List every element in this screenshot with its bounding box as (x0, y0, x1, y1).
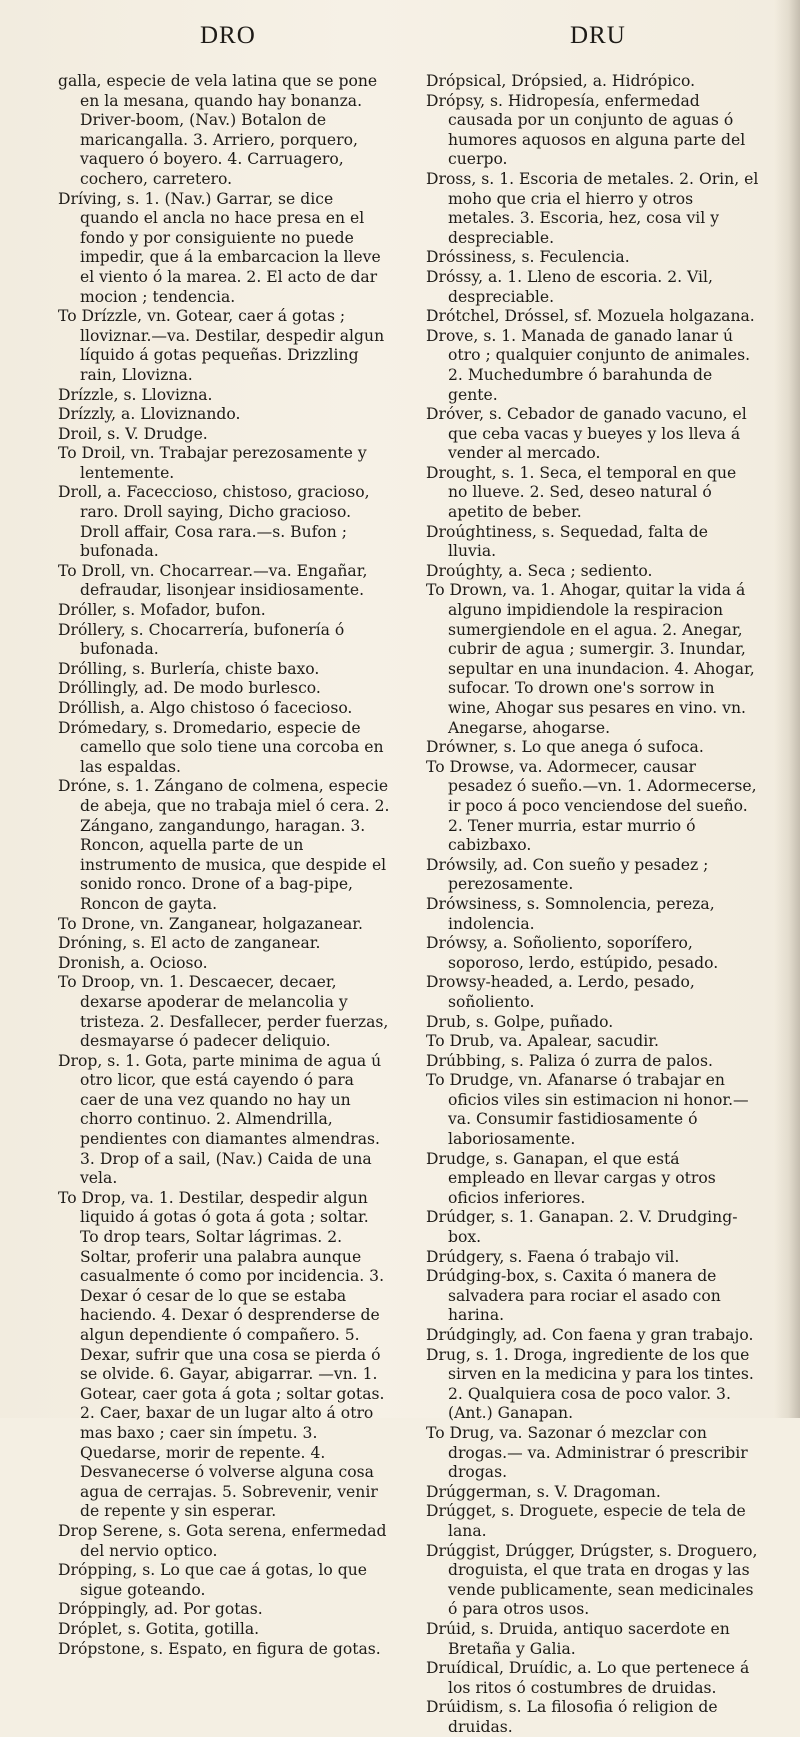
entry-headword: Drómedary, (58, 718, 150, 737)
dictionary-entry (426, 307, 760, 327)
entry-definition: a. 1. Lleno de escoria. 2. Vil, despreciable. (448, 267, 713, 306)
entry-definition: ad. Con sueño y pesadez ; perezosamente. (448, 855, 709, 894)
entry-definition: s. Gotita, gotilla. (127, 1619, 260, 1638)
entry-headword: Dróller, (58, 601, 118, 620)
entry-headword: To Drub, (426, 1032, 495, 1051)
dictionary-entry (58, 915, 392, 935)
entry-definition: sf. Mozuela holgazana. (574, 307, 755, 326)
entry-definition: s. Caxita ó manera de salvadera para rociar el asado con harina. (448, 1267, 721, 1325)
entry-headword: Drówsily, (426, 855, 499, 874)
entry-definition: galla, especie de vela latina que se pone en la mesana, quando hay bonanza. Driver-boom, (Nav.) Botalon de maricangalla. 3. Arriero, porquero, vaquero ó boyero. 4. Carruagero, cochero, carretero. (58, 72, 378, 188)
dictionary-entry (426, 268, 760, 307)
entry-definition: a. Lerdo, pesado, soñoliento. (448, 973, 695, 1011)
dictionary-entry (58, 562, 392, 601)
dictionary-entry (426, 1248, 760, 1268)
dictionary-entry (58, 425, 392, 445)
dictionary-entry (426, 1208, 760, 1247)
entry-headword: Drúdgingly, (426, 1326, 518, 1344)
dictionary-entry (58, 973, 392, 1051)
entry-headword: Drówsy, (426, 934, 489, 953)
entry-definition: va. Adormecer, causar pesadez ó sueño.—vn. 1. Adormecerse, ir poco á poco venciendose del sueño. 2. Tener murria, estar murrio ó cabizbaxo. (448, 757, 757, 855)
entry-headword: Drove, (426, 326, 479, 345)
entry-headword: Drúgget, (426, 1502, 497, 1521)
entry-headword: Droil, (58, 424, 103, 443)
entry-headword: Drop, (58, 1051, 103, 1070)
dictionary-entry (426, 738, 760, 758)
entry-definition: s. Lo que anega ó sufoca. (503, 738, 704, 757)
entry-headword: Drop Serene, (58, 1521, 164, 1540)
entry-definition: va. 1. Ahogar, quitar la vida á alguno impidiendole la respiracion sumergiendole en el agua. 2. Anegar, cubrir de agua ; sumergir. 3. Inundar, sepultar en una inundacion. 4. Ahogar, sufocar. To drown one's sorrow in wine, Ahogar sus pesares en vino. vn. Anegarse, ahogarse. (448, 581, 755, 737)
entry-headword: Droúghty, (426, 561, 504, 580)
entry-headword: Dróllingly, (58, 679, 140, 698)
entry-definition: s. Dromedario, especie de camello que solo tiene una corcoba en las espaldas. (80, 718, 384, 776)
entry-definition: va. Sazonar ó mezclar con drogas.— va. Administrar ó prescribir drogas. (448, 1423, 748, 1482)
dictionary-entry (426, 1346, 760, 1424)
dictionary-entry (426, 895, 760, 934)
dictionary-entry (426, 1071, 760, 1149)
entry-definition: ad. Por gotas. (153, 1600, 263, 1619)
dictionary-entry (426, 464, 760, 523)
entry-definition: ad. Con faena y gran trabajo. (522, 1326, 754, 1344)
entry-definition: vn. 1. Descaecer, decaer, dexarse apoderar de melancolia y tristeza. 2. Desfallecer, perder fuerzas, desmayarse ó padecer deliquio. (80, 973, 389, 1051)
dictionary-entry (426, 405, 760, 464)
entry-definition: s. 1. Droga, ingrediente de los que sirven en la medicina y para los tintes. 2. Qualquiera cosa de poco valor. 3. (Ant.) Ganapan. (448, 1345, 754, 1423)
dictionary-entry (58, 1600, 392, 1620)
entry-definition: s. Droguete, especie de tela de lana. (448, 1502, 746, 1540)
dictionary-entry (426, 92, 760, 170)
entry-definition: ad. De modo burlesco. (143, 679, 321, 698)
dictionary-entry (58, 699, 392, 719)
dictionary-entry (426, 1502, 760, 1541)
entry-definition: s. 1. (Nav.) Garrar, se dice quando el ancla no hace presa en el fondo y por consiguiente no puede impedir, que á la embarcacion la lleve el viento ó la marea. 2. El acto de dar mocion ; tendencia. (80, 189, 381, 306)
entry-headword: Drópsical, Drópsied, (426, 72, 588, 90)
entry-definition: s. Droguero, droguista, el que trata en drogas y las vende publicamente, sean medicinales ó para otros usos. (448, 1541, 758, 1619)
dictionary-entry (426, 72, 760, 92)
header-right-guide-word: DRU (570, 22, 626, 49)
entry-headword: To Drudge, (426, 1071, 514, 1090)
dictionary-entry (58, 72, 392, 190)
dictionary-entry (58, 1640, 392, 1660)
entry-headword: Dróssiness, (426, 248, 517, 267)
entry-headword: Druídical, Druídic, (426, 1659, 573, 1678)
entry-definition: s. Lo que cae á gotas, lo que sigue goteando. (80, 1561, 367, 1599)
dictionary-entry (58, 601, 392, 621)
entry-definition: a. Hidrópico. (592, 72, 696, 90)
dictionary-entry (426, 562, 760, 582)
entry-headword: Drópsy, (426, 91, 486, 110)
entry-headword: Dross, (426, 169, 477, 188)
entry-definition: a. Faceccioso, chistoso, gracioso, raro. Droll saying, Dicho gracioso. Droll affair, Cosa rara.—s. Bufon ; bufonada. (80, 483, 370, 561)
entry-headword: Dróne, (58, 777, 112, 796)
entry-definition: a. Soñoliento, soporífero, soporoso, lerdo, estúpido, pesado. (448, 934, 719, 972)
dictionary-entry (58, 719, 392, 778)
dictionary-entry (426, 1698, 760, 1737)
dictionary-entry (58, 954, 392, 974)
entry-definition: s. Hidropesía, enfermedad causada por un conjunto de aguas ó humores aquosos en alguna parte del cuerpo. (448, 91, 746, 169)
entry-definition: s. Cebador de ganado vacuno, el que ceba vacas y bueyes y los lleva á vender al mercado. (448, 405, 747, 463)
dictionary-entry (426, 523, 760, 562)
entry-headword: Dronish, (58, 953, 126, 972)
dictionary-entry (58, 1189, 392, 1522)
entry-definition: vn. Afanarse ó trabajar en oficios viles sin estimacion ni honor.—va. Consumir fastidiosamente ó laboriosamente. (448, 1071, 749, 1149)
dictionary-entry (426, 248, 760, 268)
dictionary-entry (58, 934, 392, 954)
entry-headword: Drowsy-headed, (426, 973, 554, 992)
dictionary-entry (58, 386, 392, 406)
entry-headword: Drópstone, (58, 1639, 146, 1658)
dictionary-entry (58, 777, 392, 914)
entry-headword: Droúghtiness, (426, 522, 537, 541)
dictionary-entry (426, 1326, 760, 1346)
entry-definition: s. Espato, en figura de gotas. (150, 1639, 381, 1658)
entry-headword: Drúdgery, (426, 1247, 505, 1266)
entry-definition: s. Feculencia. (521, 248, 630, 267)
entry-headword: Dróppingly, (58, 1600, 150, 1619)
entry-headword: Dróning, (58, 934, 128, 953)
entry-headword: Dríving, (58, 189, 122, 208)
entry-definition: vn. Trabajar perezosamente y lentemente. (80, 444, 367, 482)
dictionary-entry (58, 405, 392, 425)
dictionary-entry (426, 1013, 760, 1033)
left-column (58, 72, 392, 1659)
entry-definition: s. 1. Zángano de colmena, especie de abeja, que no trabaja miel ó cera. 2. Zángano, zangandungo, haragan. 3. Roncon, aquella parte de un instrumento de musica, que despide el sonido ronco. Drone of a bag-pipe, Roncon de gayta. (80, 777, 390, 913)
entry-definition: s. Burlería, chiste baxo. (132, 659, 320, 678)
entry-headword: Drudge, (426, 1149, 491, 1168)
entry-definition: s. V. Dragoman. (536, 1482, 661, 1501)
entry-headword: To Droil, (58, 444, 126, 463)
entry-headword: Drúbbing, (426, 1051, 506, 1070)
dictionary-entry (426, 1483, 760, 1503)
entry-definition: s. El acto de zanganear. (132, 934, 321, 953)
entry-headword: Drug, (426, 1345, 471, 1364)
entry-headword: Dróver, (426, 405, 485, 424)
entry-definition: vn. Gotear, caer á gotas ; lloviznar.—va. Destilar, despedir algun líquido á gotas pequeñas. Drizzling rain, Llovizna. (80, 307, 385, 384)
entry-definition: s. Faena ó trabajo vil. (509, 1247, 680, 1266)
entry-headword: Dróplet, (58, 1619, 123, 1638)
entry-headword: Drówner, (426, 738, 499, 757)
entry-headword: Drótchel, Dróssel, (426, 307, 570, 326)
entry-headword: Drúggerman, (426, 1482, 532, 1501)
entry-definition: va. Apalear, sacudir. (499, 1032, 659, 1051)
entry-headword: Dróssy, (426, 267, 484, 286)
dictionary-entry (426, 973, 760, 1012)
entry-headword: To Drone, (58, 914, 136, 933)
dictionary-entry (426, 1620, 760, 1659)
running-header (0, 22, 800, 56)
dictionary-entry (58, 1522, 392, 1561)
dictionary-entry (58, 1620, 392, 1640)
entry-definition: va. 1. Destilar, despedir algun liquido á gotas ó gota á gota ; soltar. To drop tears, Soltar lágrimas. 2. Soltar, proferir una palabra aunque casualmente ó como por incidencia. 3. Dexar ó cesar de lo que se estaba haciendo. 4. Dexar ó desprenderse de algun dependiente ó compañero. 5. Dexar, sufrir que una cosa se pierda ó se olvide. 6. Gayar, abigarrar. —vn. 1. Gotear, caer gota á gota ; soltar gotas. 2. Caer, baxar de un lugar alto á otro mas baxo ; caer sin ímpetu. 3. Quedarse, morir de repente. 4. Desvanecerse ó volverse alguna cosa agua de cerrajas. 5. Sobrevenir, venir de repente y sin esperar. (80, 1188, 385, 1521)
entry-headword: Drúidism, (426, 1698, 504, 1717)
dictionary-entry (58, 483, 392, 561)
entry-headword: Drówsiness, (426, 894, 522, 913)
dictionary-entry (58, 1561, 392, 1600)
dictionary-entry (426, 581, 760, 738)
entry-definition: a. Lloviznando. (121, 405, 241, 424)
entry-definition: s. 1. Escoria de metales. 2. Orin, el moho que cria el hierro y otros metales. 3. Escoria, hez, cosa vil y despreciable. (448, 169, 759, 247)
dictionary-entry (426, 758, 760, 856)
dictionary-entry (58, 307, 392, 385)
entry-definition: s. Paliza ó zurra de palos. (510, 1051, 713, 1070)
entry-definition: s. Chocarrería, bufonería ó bufonada. (80, 620, 345, 659)
entry-headword: Drúdger, (426, 1208, 496, 1227)
entry-definition: a. Algo chistoso ó facecioso. (130, 699, 353, 717)
entry-definition: s. V. Drudge. (107, 424, 208, 443)
entry-definition: s. Ganapan, el que está empleado en llevar cargas y otros oficios inferiores. (448, 1149, 716, 1207)
entry-headword: To Drug, (426, 1423, 495, 1442)
entry-definition: a. Lo que pertenece á los ritos ó costumbres de druidas. (448, 1659, 750, 1697)
entry-headword: To Droll, (58, 561, 126, 580)
entry-headword: To Drowse, (426, 757, 515, 776)
entry-headword: Drúid, (426, 1619, 476, 1638)
dictionary-entry (426, 1032, 760, 1052)
entry-headword: Drúdging-box, (426, 1267, 540, 1286)
header-left-guide-word: DRO (200, 22, 256, 49)
dictionary-entry (426, 1052, 760, 1072)
dictionary-entry (426, 327, 760, 405)
right-column (426, 72, 760, 1737)
entry-definition: vn. Chocarrear.—va. Engañar, defraudar, lisonjear insidiosamente. (80, 561, 368, 600)
entry-headword: Drízzly, (58, 405, 117, 424)
entry-headword: Drought, (426, 463, 497, 482)
entry-headword: Dróllish, (58, 699, 126, 717)
entry-definition: s. 1. Manada de ganado lanar ú otro ; qualquier conjunto de animales. 2. Muchedumbre ó barahunda de gente. (448, 326, 751, 404)
dictionary-entry (58, 660, 392, 680)
entry-headword: To Drown, (426, 581, 508, 600)
entry-definition: s. Sequedad, falta de lluvia. (448, 522, 708, 561)
entry-definition: s. 1. Seca, el temporal en que no llueve. 2. Sed, deseo natural ó apetito de beber. (448, 463, 737, 522)
dictionary-entry (426, 1659, 760, 1698)
entry-definition: s. 1. Ganapan. 2. V. Drudging-box. (448, 1208, 738, 1247)
entry-definition: s. Golpe, puñado. (475, 1012, 614, 1031)
dictionary-entry (58, 1052, 392, 1189)
entry-headword: Drub, (426, 1012, 471, 1031)
entry-headword: Drópping, (58, 1561, 138, 1580)
entry-definition: s. La filosofia ó religion de druidas. (448, 1698, 718, 1736)
entry-definition: a. Seca ; sediento. (508, 561, 653, 580)
entry-definition: s. 1. Gota, parte minima de agua ú otro licor, que está cayendo ó para caer de una vez quando no hay un chorro continuo. 2. Almendrilla, pendientes con diamantes almendras. 3. Drop of a sail, (Nav.) Caida de una vela. (80, 1051, 382, 1188)
entry-headword: Dróllery, (58, 620, 126, 639)
entry-definition: s. Druida, antiquo sacerdote en Bretaña y Galia. (448, 1619, 730, 1658)
dictionary-entry (58, 679, 392, 699)
dictionary-entry (58, 190, 392, 308)
entry-headword: Drízzle, (58, 385, 119, 404)
dictionary-entry (426, 1424, 760, 1483)
entry-definition: vn. Zanganear, holgazanear. (140, 914, 363, 933)
dictionary-entry (426, 934, 760, 973)
dictionary-entry (426, 1150, 760, 1209)
entry-definition: s. Mofador, bufon. (122, 601, 266, 620)
dictionary-entry (58, 444, 392, 483)
dictionary-entry (426, 1267, 760, 1326)
entry-headword: Drólling, (58, 659, 128, 678)
dictionary-entry (426, 170, 760, 248)
dictionary-entry (58, 621, 392, 660)
entry-headword: Droll, (58, 483, 103, 502)
entry-definition: s. Somnolencia, pereza, indolencia. (448, 894, 715, 933)
entry-headword: Drúggist, Drúgger, Drúgster, (426, 1541, 655, 1560)
entry-headword: To Droop, (58, 973, 136, 992)
entry-headword: To Drízzle, (58, 307, 143, 326)
page-edge-shadow (774, 0, 800, 1418)
entry-headword: To Drop, (58, 1188, 126, 1207)
dictionary-entry (426, 1542, 760, 1620)
entry-definition: s. Llovizna. (123, 385, 213, 404)
dictionary-entry (426, 856, 760, 895)
entry-definition: s. Gota serena, enfermedad del nervio optico. (80, 1521, 387, 1560)
entry-definition: a. Ocioso. (130, 953, 208, 972)
